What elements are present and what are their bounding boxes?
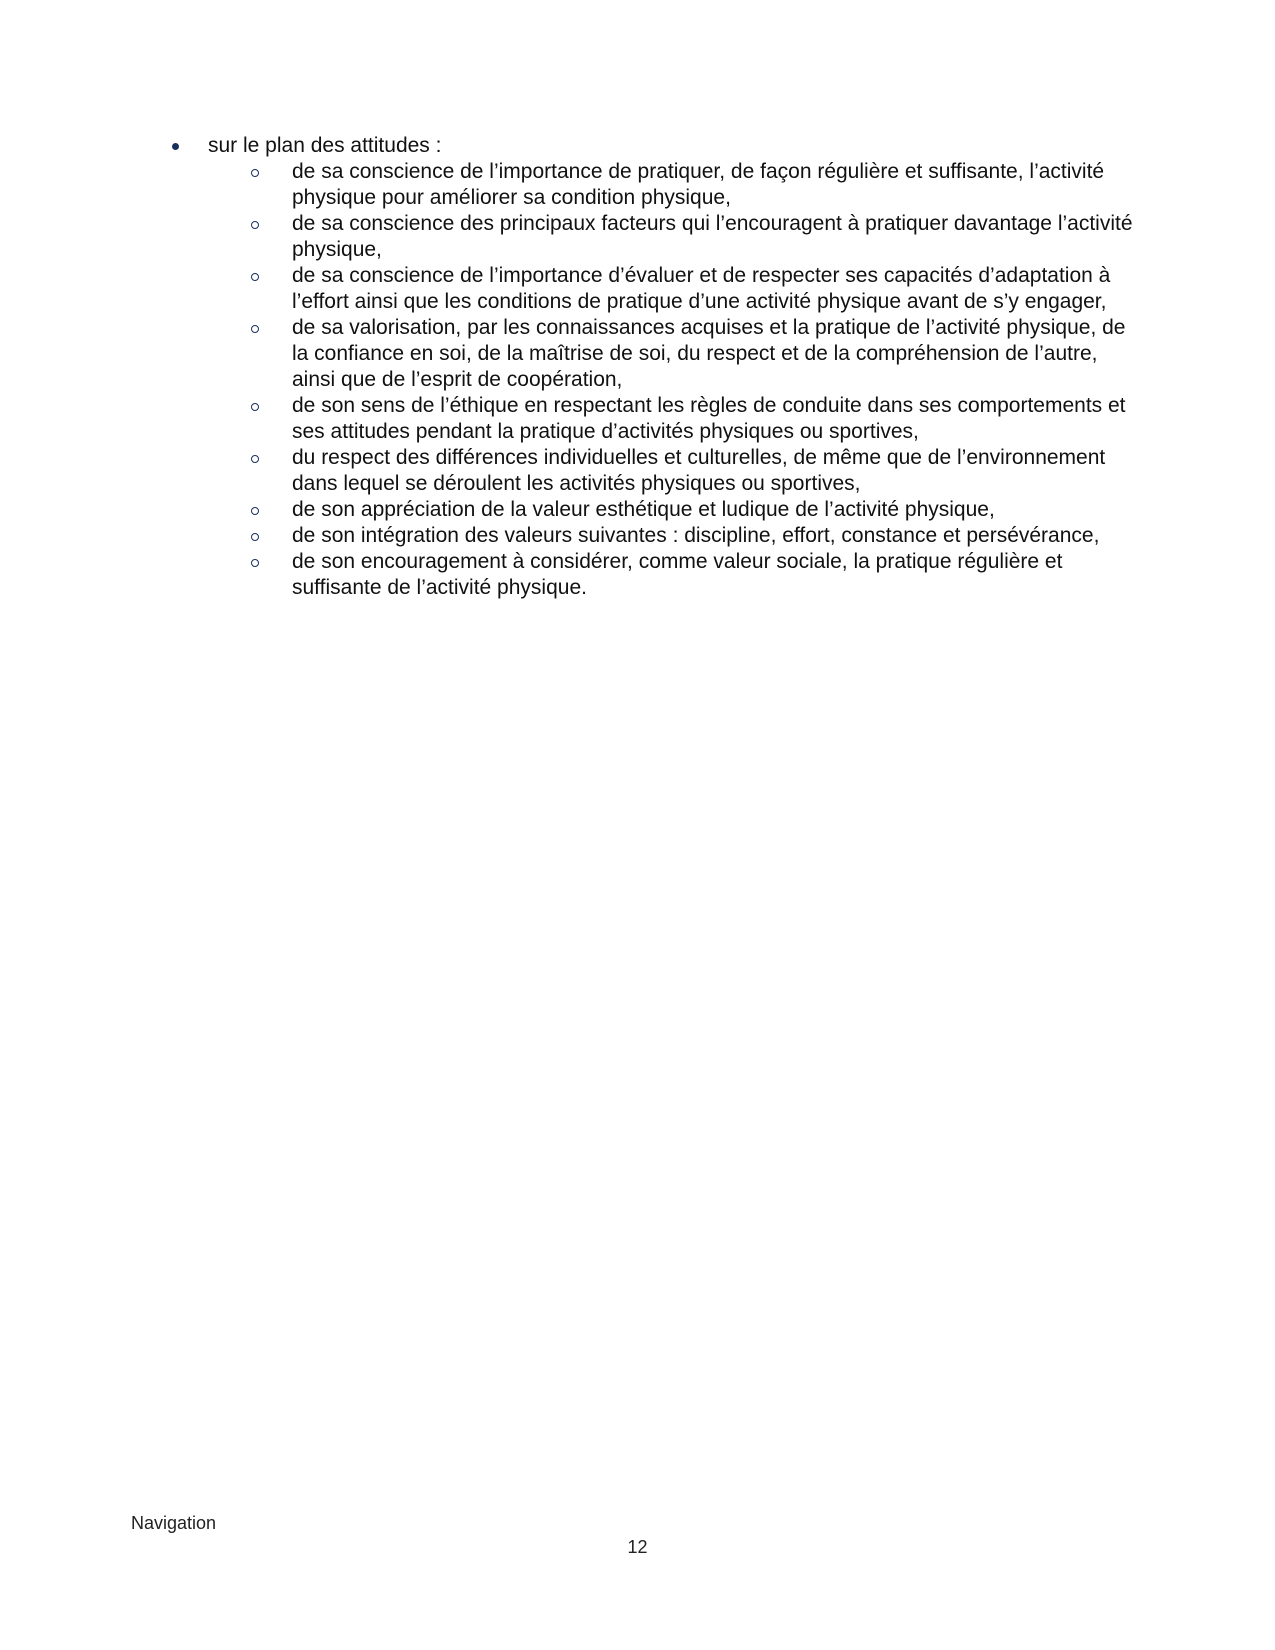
sub-list-item [244,445,1138,497]
sub-list-item [244,159,1138,211]
sub-item-text: de sa valorisation, par les connaissances acquises et la pratique de l’activité physique, de la confiance en soi, de la maîtrise de soi, du respect et de la compréhension de l’autre, ainsi que de l’esprit de coopération, [292,316,1126,391]
sub-item-text: de son appréciation de la valeur esthétique et ludique de l’activité physique, [292,498,995,521]
hollow-circle-bullet-icon [251,533,259,541]
sub-list [244,159,1138,601]
sub-list-item [244,315,1138,393]
hollow-circle-bullet-icon [251,325,259,333]
sub-item-text: de sa conscience des principaux facteurs qui l’encouragent à pratiquer davantage l’activité physique, [292,212,1133,261]
sub-item-text: de sa conscience de l’importance de pratiquer, de façon régulière et suffisante, l’activité physique pour améliorer sa condition physique, [292,160,1105,209]
sub-list-item [244,549,1138,601]
hollow-circle-bullet-icon [251,273,259,281]
page-number: 12 [627,1537,648,1557]
attitudes-list [168,133,1138,601]
main-item-text: sur le plan des attitudes : [208,134,442,157]
sub-item-text: de son intégration des valeurs suivantes : discipline, effort, constance et persévérance, [292,524,1100,547]
hollow-circle-bullet-icon [251,221,259,229]
footer-navigation-label: Navigation [131,1513,217,1533]
bullet-dot-icon [172,143,179,150]
sub-list-item [244,211,1138,263]
hollow-circle-bullet-icon [251,507,259,515]
sub-item-text: de son encouragement à considérer, comme valeur sociale, la pratique régulière et suffisante de l’activité physique. [292,550,1063,599]
sub-item-text: du respect des différences individuelles et culturelles, de même que de l’environnement dans lequel se déroulent les activités physiques ou sportives, [292,446,1106,495]
hollow-circle-bullet-icon [251,455,259,463]
sub-list-item [244,523,1138,549]
sub-list-item [244,393,1138,445]
main-list-item [168,133,1138,601]
sub-item-text: de sa conscience de l’importance d’évaluer et de respecter ses capacités d’adaptation à l’effort ainsi que les conditions de pratique d’une activité physique avant de s’y engager, [292,264,1111,313]
hollow-circle-bullet-icon [251,403,259,411]
hollow-circle-bullet-icon [251,559,259,567]
hollow-circle-bullet-icon [251,169,259,177]
sub-list-item [244,497,1138,523]
sub-list-item [244,263,1138,315]
sub-item-text: de son sens de l’éthique en respectant les règles de conduite dans ses comportements et ses attitudes pendant la pratique d’activités physiques ou sportives, [292,394,1126,443]
